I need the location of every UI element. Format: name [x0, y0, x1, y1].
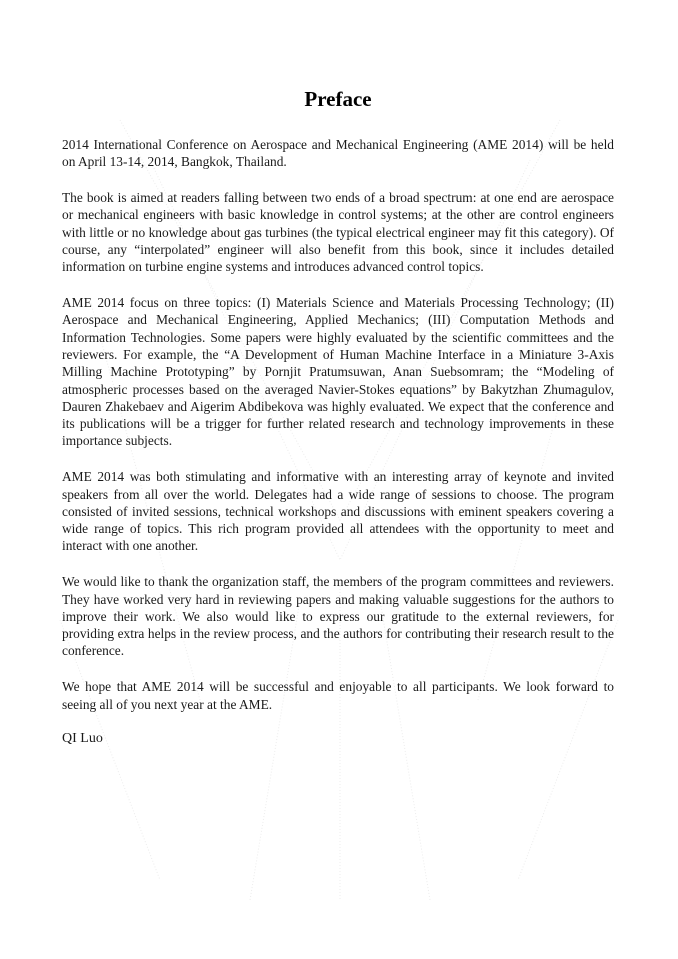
- paragraph-topics: AME 2014 focus on three topics: (I) Materials Science and Materials Processing Technology; (II) Aerospace and Mechanical Engineering, Applied Mechanics; (III) Computation Methods and Information Technologies. Some papers were highly evaluated by the scientific committees and the reviewers. For example, the “A Development of Human Machine Interface in a Miniature 3-Axis Milling Machine Prototyping” by Pornjit Pratumsuwan, Anan Suebsomram; the “Modeling of atmospheric processes based on the averaged Navier-Stokes equations” by Bakytzhan Zhumagulov, Dauren Zhakebaev and Aigerim Abdibekova was highly evaluated. We expect that the conference and its publications will be a trigger for further related research and technology improvements in these importance subjects.: [62, 295, 614, 449]
- paragraph-audience: The book is aimed at readers falling between two ends of a broad spectrum: at one end are aerospace or mechanical engineers with basic knowledge in control systems; at the other are control engineers with little or no knowledge about gas turbines (the typical electrical engineer may fit this category). Of course, any “interpolated” engineer will also benefit from this book, since it includes detailed information on turbine engine systems and introduces advanced control topics.: [62, 190, 614, 275]
- paragraph-program: AME 2014 was both stimulating and informative with an interesting array of keynote and invited speakers from all over the world. Delegates had a wide range of sessions to choose. The program consisted of invited sessions, technical workshops and discussions with eminent speakers covering a wide range of topics. This rich program provided all attendees with the opportunity to meet and interact with one another.: [62, 469, 614, 554]
- paragraph-conference-intro: 2014 International Conference on Aerospace and Mechanical Engineering (AME 2014) will be held on April 13-14, 2014, Bangkok, Thailand.: [62, 137, 614, 170]
- preface-page: [62, 86, 614, 747]
- page-title: Preface: [304, 87, 372, 111]
- signature: QI Luo: [62, 731, 103, 747]
- paragraph-acknowledgements: We would like to thank the organization staff, the members of the program committees and reviewers. They have worked very hard in reviewing papers and making valuable suggestions for the authors to improve their work. We also would like to express our gratitude to the external reviewers, for providing extra helps in the review process, and the authors for contributing their research result to the conference.: [62, 574, 614, 659]
- paragraph-closing: We hope that AME 2014 will be successful and enjoyable to all participants. We look forward to seeing all of you next year at the AME.: [62, 679, 614, 712]
